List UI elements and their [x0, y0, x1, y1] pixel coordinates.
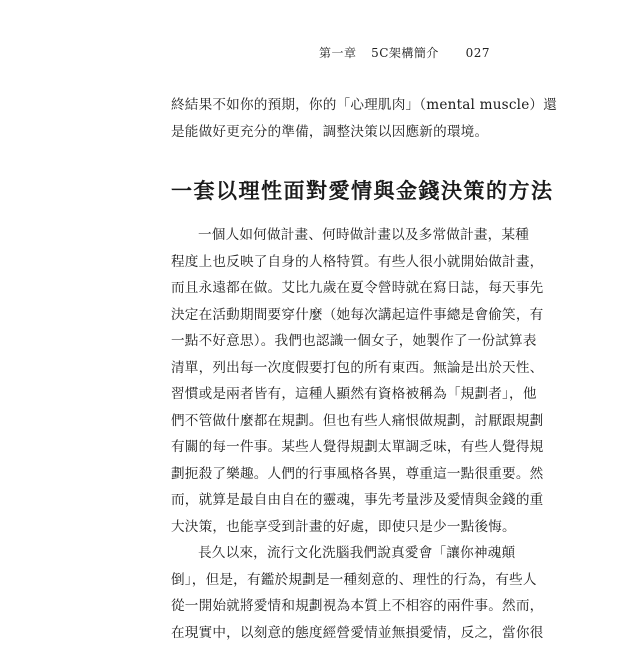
page-number: 027 [466, 46, 490, 60]
chapter-title: 5C架構簡介 [371, 46, 439, 60]
text-line: 而，就算是最自由自在的靈魂，事先考量涉及愛情與金錢的重 [171, 487, 471, 514]
text-line: 一個人如何做計畫、何時做計畫以及多常做計畫，某種 [171, 222, 471, 249]
text-line: 倒」，但是，有鑑於規劃是一種刻意的、理性的行為，有些人 [171, 567, 471, 594]
text-line: 從一開始就將愛情和規劃視為本質上不相容的兩件事。然而， [171, 593, 471, 620]
section-heading: 一套以理性面對愛情與金錢決策的方法 [171, 175, 471, 205]
intro-paragraph [171, 92, 471, 145]
text-line: 有關的每一件事。某些人覺得規劃太單調乏味，有些人覺得規 [171, 434, 471, 461]
running-header [319, 44, 490, 61]
text-line: 決定在活動期間要穿什麼（她每次講起這件事總是會偷笑，有 [171, 302, 471, 329]
text-line: 長久以來，流行文化洗腦我們說真愛會「讓你神魂顛 [171, 540, 471, 567]
text-line: 而且永遠都在做。艾比九歲在夏令營時就在寫日誌，每天事先 [171, 275, 471, 302]
text-line: 清單，列出每一次度假要打包的所有東西。無論是出於天性、 [171, 355, 471, 382]
chapter-number: 第一章 [319, 46, 357, 60]
text-line: 大決策，也能享受到計畫的好處，即使只是少一點後悔。 [171, 514, 471, 541]
text-line: 程度上也反映了自身的人格特質。有些人很小就開始做計畫， [171, 249, 471, 276]
text-line: 一點不好意思）。我們也認識一個女子，她製作了一份試算表 [171, 328, 471, 355]
text-line: 在現實中，以刻意的態度經營愛情並無損愛情，反之，當你很 [171, 620, 471, 646]
text-line: 們不管做什麼都在規劃。但也有些人痛恨做規劃，討厭跟規劃 [171, 408, 471, 435]
text-line: 習慣或是兩者皆有，這種人顯然有資格被稱為「規劃者」，他 [171, 381, 471, 408]
body-paragraphs [171, 222, 471, 646]
text-line: 終結果不如你的預期，你的「心理肌肉」（mental muscle）還 [171, 92, 471, 119]
text-line: 是能做好更充分的準備，調整決策以因應新的環境。 [171, 119, 471, 146]
text-line: 劃扼殺了樂趣。人們的行事風格各異，尊重這一點很重要。然 [171, 461, 471, 488]
